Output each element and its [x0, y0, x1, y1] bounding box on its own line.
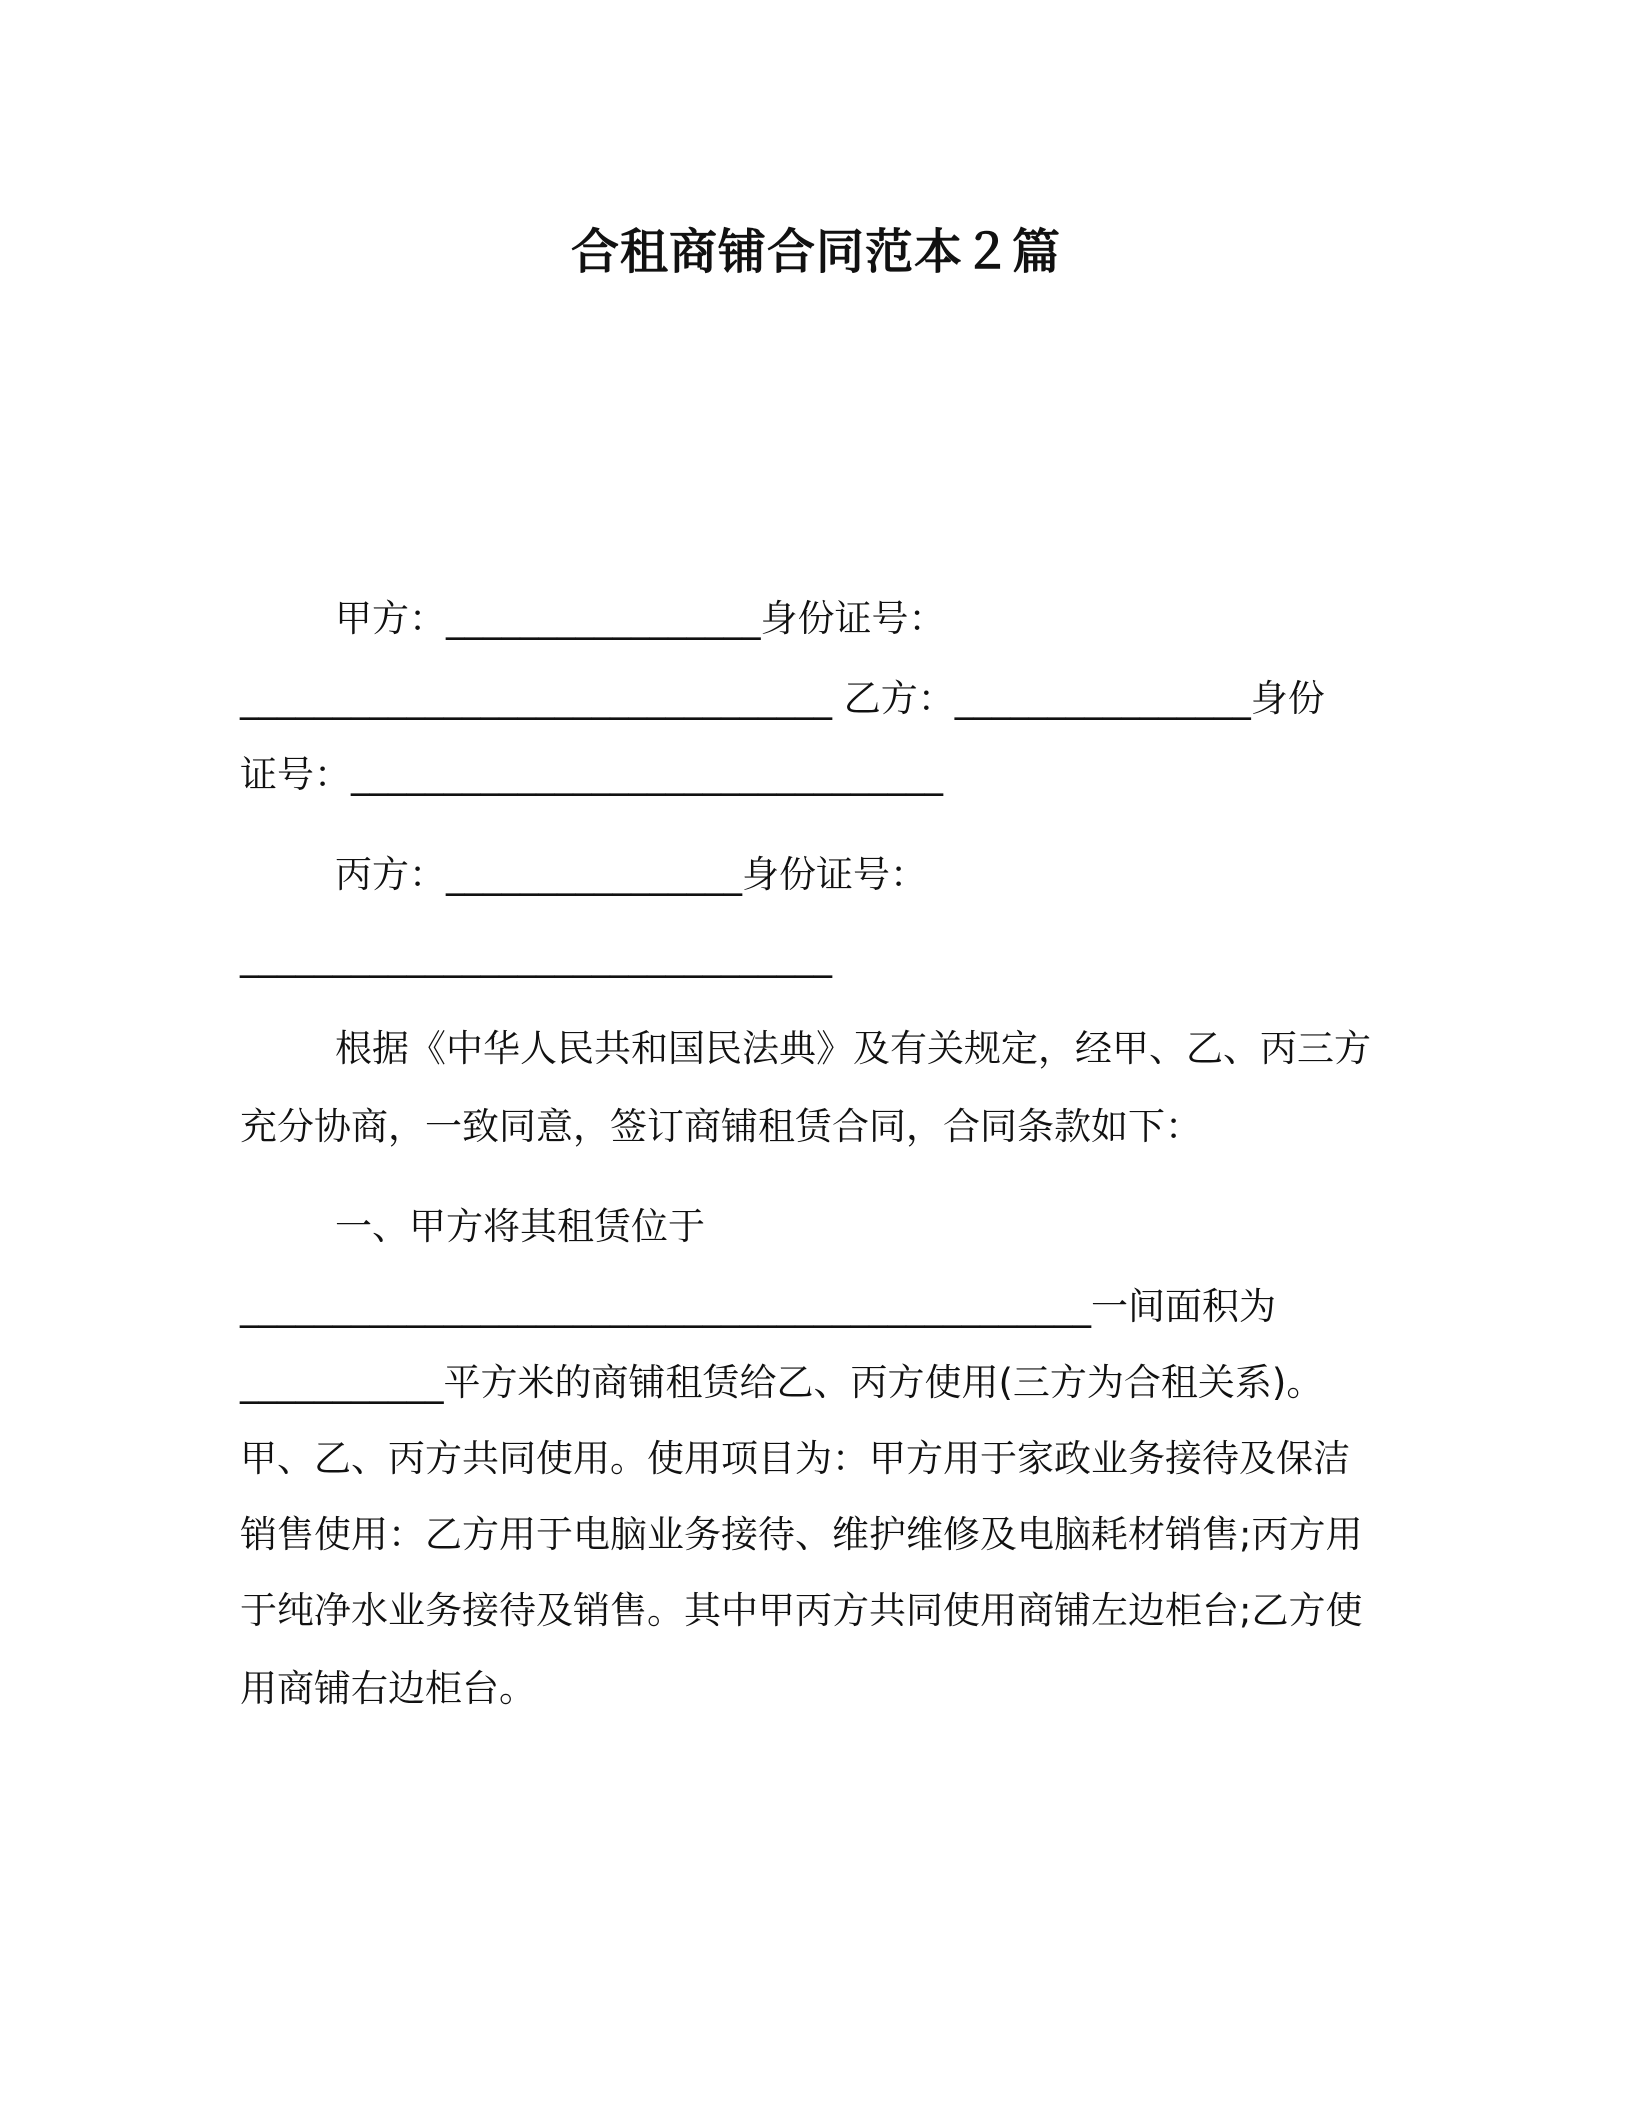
paragraph-line: 根据《中华人民共和国民法典》及有关规定，经甲、乙、丙三方	[335, 1027, 1371, 1070]
party-c-line: 丙方：________________身份证号：	[335, 853, 927, 896]
party-b-line: ________________________________ 乙方：________________身份	[240, 677, 1325, 720]
paragraph-line: 用商铺右边柜台。	[240, 1667, 536, 1710]
paragraph-line: 甲、乙、丙方共同使用。使用项目为：甲方用于家政业务接待及保洁	[240, 1437, 1350, 1480]
clause-heading-line: 一、甲方将其租赁位于	[335, 1205, 705, 1248]
paragraph-line: ______________________________________________一间面积为	[240, 1285, 1276, 1328]
paragraph-line: 充分协商，一致同意，签订商铺租赁合同，合同条款如下：	[240, 1105, 1202, 1148]
party-c-id-line: ________________________________	[240, 935, 832, 978]
document-title: 合租商铺合同范本２篇	[570, 224, 1061, 280]
paragraph-line: ___________平方米的商铺租赁给乙、丙方使用(三方为合租关系)。	[240, 1361, 1324, 1404]
party-a-line: 甲方：_________________身份证号：	[335, 597, 946, 640]
paragraph-line: 于纯净水业务接待及销售。其中甲丙方共同使用商铺左边柜台;乙方使	[240, 1589, 1363, 1632]
party-b-id-line: 证号：________________________________	[240, 753, 943, 796]
paragraph-line: 销售使用：乙方用于电脑业务接待、维护维修及电脑耗材销售;丙方用	[240, 1513, 1363, 1556]
